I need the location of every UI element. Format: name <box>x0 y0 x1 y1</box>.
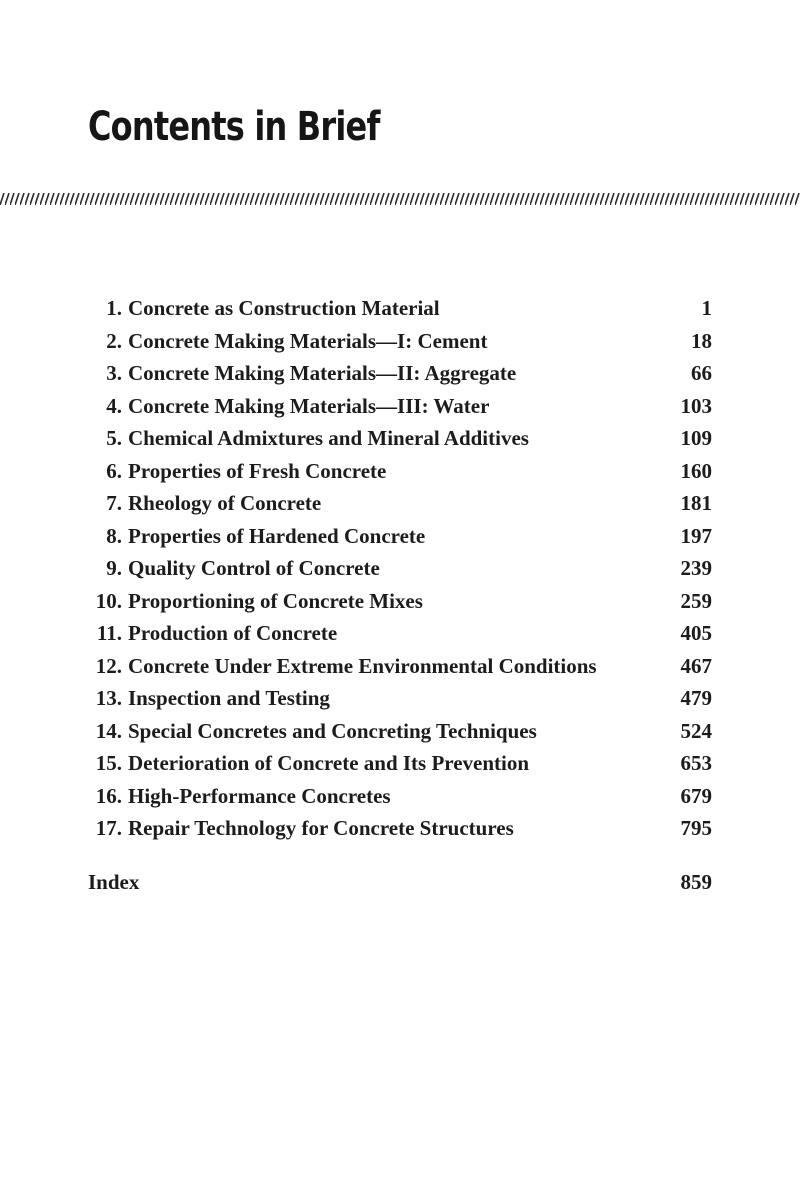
chapter-number: 4. <box>106 393 122 418</box>
toc-entry-17[interactable] <box>88 812 712 845</box>
chapter-number: 8. <box>106 523 122 548</box>
page-number: 239 <box>680 556 712 580</box>
chapter-number: 1. <box>106 296 122 320</box>
chapter-number: 7. <box>106 491 122 515</box>
table-of-contents <box>88 292 712 898</box>
chapter-title: Special Concretes and Concreting Techniques <box>128 718 537 743</box>
toc-entry-11[interactable] <box>88 617 712 650</box>
chapter-title: Properties of Fresh Concrete <box>128 458 387 483</box>
decorative-divider <box>0 192 800 206</box>
toc-entry-10[interactable] <box>88 585 712 618</box>
page-number: 859 <box>680 869 712 894</box>
toc-entry-16[interactable] <box>88 780 712 813</box>
toc-entry-7[interactable] <box>88 487 712 520</box>
chapter-number: 11. <box>96 621 122 645</box>
chapter-title: Repair Technology for Concrete Structures <box>128 816 514 840</box>
chapter-title: Concrete Under Extreme Environmental Conditions <box>128 653 597 678</box>
page-number: 1 <box>701 296 712 320</box>
chapter-title: Properties of Hardened Concrete <box>128 523 426 548</box>
page-number: 197 <box>680 523 712 548</box>
page-number: 18 <box>691 328 712 353</box>
chapter-title: Chemical Admixtures and Mineral Additives <box>128 426 529 450</box>
chapter-number: 10. <box>95 588 122 613</box>
page-number: 653 <box>680 751 712 775</box>
chapter-number: 15. <box>95 751 122 775</box>
toc-entry-13[interactable] <box>88 682 712 715</box>
toc-entry-15[interactable] <box>88 747 712 780</box>
page-number: 405 <box>680 621 712 645</box>
chapter-number: 2. <box>106 328 122 353</box>
page-number: 160 <box>680 458 712 483</box>
page-number: 467 <box>680 653 712 678</box>
chapter-number: 16. <box>95 783 122 808</box>
chapter-title: Quality Control of Concrete <box>128 556 380 580</box>
toc-entry-index[interactable] <box>88 866 712 899</box>
toc-entry-6[interactable] <box>88 455 712 488</box>
toc-entry-1[interactable] <box>88 292 712 325</box>
chapter-title: Concrete Making Materials—II: Aggregate <box>128 361 517 385</box>
chapter-title: Concrete Making Materials—I: Cement <box>128 328 488 353</box>
page-number: 795 <box>680 816 712 840</box>
index-title: Index <box>88 869 140 894</box>
toc-entry-4[interactable] <box>88 390 712 423</box>
chapter-title: Concrete Making Materials—III: Water <box>128 393 490 418</box>
page-number: 103 <box>680 393 712 418</box>
page-number: 679 <box>680 783 712 808</box>
toc-entry-2[interactable] <box>88 325 712 358</box>
page-number: 109 <box>680 426 712 450</box>
page-title: Contents in Brief <box>88 104 380 150</box>
toc-entry-5[interactable] <box>88 422 712 455</box>
chapter-number: 13. <box>95 686 122 710</box>
page-number: 181 <box>680 491 712 515</box>
chapter-number: 5. <box>106 426 122 450</box>
toc-entry-3[interactable] <box>88 357 712 390</box>
chapter-title: Proportioning of Concrete Mixes <box>128 588 423 613</box>
chapter-title: High-Performance Concretes <box>128 783 391 808</box>
chapter-number: 14. <box>95 718 122 743</box>
page-number: 259 <box>680 588 712 613</box>
page-number: 524 <box>680 718 712 743</box>
chapter-title: Concrete as Construction Material <box>128 296 440 320</box>
chapter-number: 12. <box>95 653 122 678</box>
chapter-title: Production of Concrete <box>128 621 338 645</box>
chapter-number: 6. <box>106 458 122 483</box>
toc-entry-9[interactable] <box>88 552 712 585</box>
chapter-title: Deterioration of Concrete and Its Prevention <box>128 751 530 775</box>
page-number: 66 <box>691 361 712 385</box>
toc-entry-14[interactable] <box>88 715 712 748</box>
toc-entry-12[interactable] <box>88 650 712 683</box>
chapter-number: 17. <box>95 816 122 840</box>
chapter-number: 9. <box>106 556 122 580</box>
toc-entry-8[interactable] <box>88 520 712 553</box>
chapter-title: Rheology of Concrete <box>128 491 322 515</box>
page-number: 479 <box>680 686 712 710</box>
chapter-number: 3. <box>106 361 122 385</box>
chapter-title: Inspection and Testing <box>128 686 330 710</box>
